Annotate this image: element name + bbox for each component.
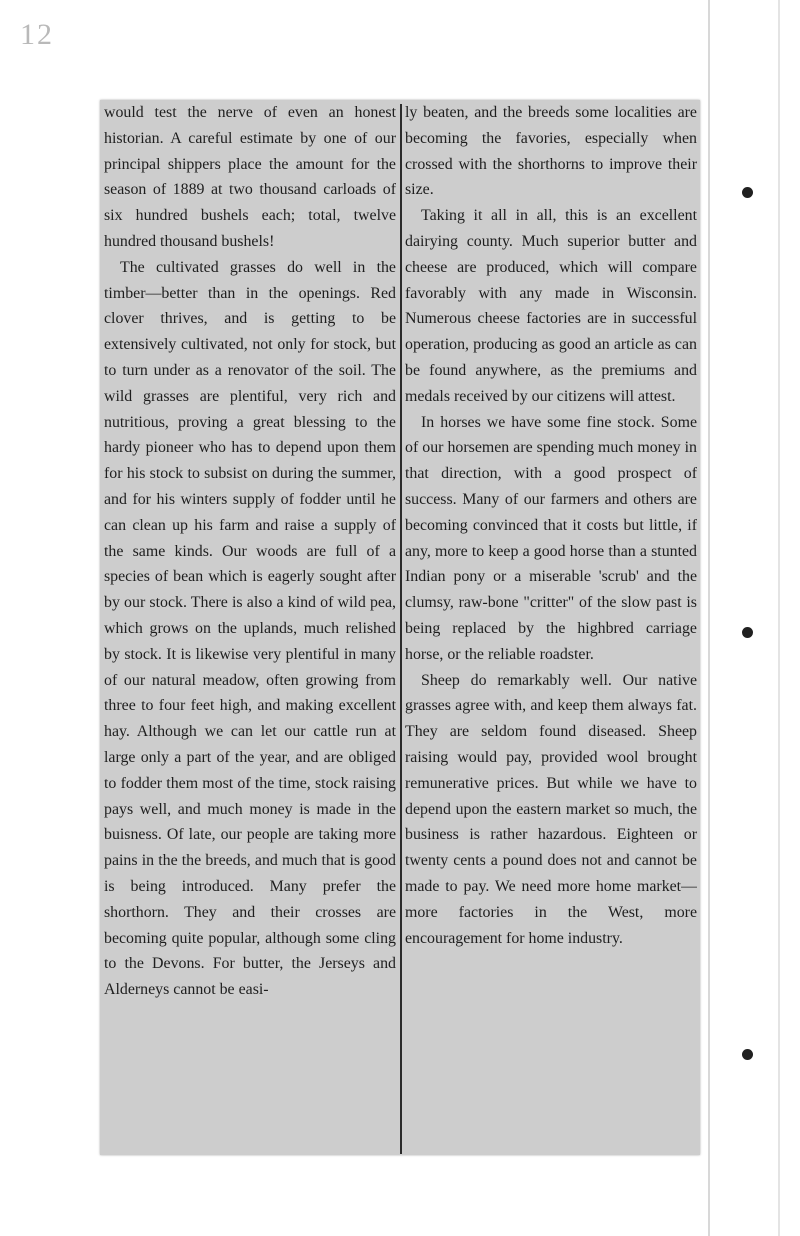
page-edge-line	[708, 0, 710, 1236]
column-divider	[400, 104, 402, 1154]
page-edge-line-outer	[778, 0, 780, 1236]
paragraph-sheep: Sheep do remarkably well. Our native grasses agree with, and keep them always fat. They are seldom found diseased. Sheep raising would pay, provided wool brought remunerative prices. But while we have to depend upon the eastern market so much, the business is rather hazardous. Eighteen or twenty cents a pound does not and cannot be made to pay. We need more home market—more factories in the West, more encouragement for home industry.	[405, 671, 697, 947]
paragraph-breeds-continued: ly beaten, and the breeds some localities are becoming the favories, especially when crossed with the shorthorns to improve their size.	[405, 104, 697, 199]
binder-hole	[742, 187, 753, 198]
page-number: 12	[20, 18, 54, 51]
newspaper-clipping	[100, 100, 700, 1155]
left-column	[104, 100, 396, 1155]
paragraph-grasses-cattle: The cultivated grasses do well in the timber—better than in the openings. Red clover thrives, and is getting to be extensively cultivated, not only for stock, but to turn under as a renovator of the soil. The wild grasses are plentiful, very rich and nutritious, proving a great blessing to the hardy pioneer who has to depend upon them for his stock to subsist on during the summer, and for his winters supply of fodder until he can clean up his farm and raise a supply of the same kinds. Our woods are full of a species of bean which is eagerly sought after by our stock. There is also a kind of wild pea, which grows on the uplands, much relished by stock. It is likewise very plentiful in many of our natural meadow, often growing from three to four feet high, and making excellent hay. Although we can let our cattle run at large only a part of the year, and are obliged to fodder them most of the time, stock raising pays well, and much money is made in the buisness. Of late, our people are taking more pains in the the breeds, and much that is good is being introduced. Many prefer the shorthorn. They and their crosses are becoming quite popular, although some cling to the Devons. For butter, the Jerseys and Alderneys cannot be easi-	[104, 258, 396, 999]
binder-hole	[742, 1049, 753, 1060]
paragraph-dairying: Taking it all in all, this is an excellent dairying county. Much superior butter and cheese are produced, which will compare favorably with any made in Wisconsin. Numerous cheese factories are in successful operation, producing as good an article as can be found anywhere, as the premiums and medals received by our citizens will attest.	[405, 207, 697, 405]
paragraph-horses: In horses we have some fine stock. Some of our horsemen are spending much money in that direction, with a good prospect of success. Many of our farmers and others are becoming convinced that it costs but little, if any, more to keep a good horse than a stunted Indian pony or a miserable 'scrub' and the clumsy, raw-bone "critter" of the slow past is being replaced by the highbred carriage horse, or the reliable roadster.	[405, 413, 697, 663]
paragraph-grain-shipment: would test the nerve of even an honest historian. A careful estimate by one of our principal shippers place the amount for the season of 1889 at two thousand carloads of six hundred bushels each; total, twelve hundred thousand bushels!	[104, 104, 396, 250]
right-column	[405, 100, 697, 1155]
binder-hole	[742, 627, 753, 638]
